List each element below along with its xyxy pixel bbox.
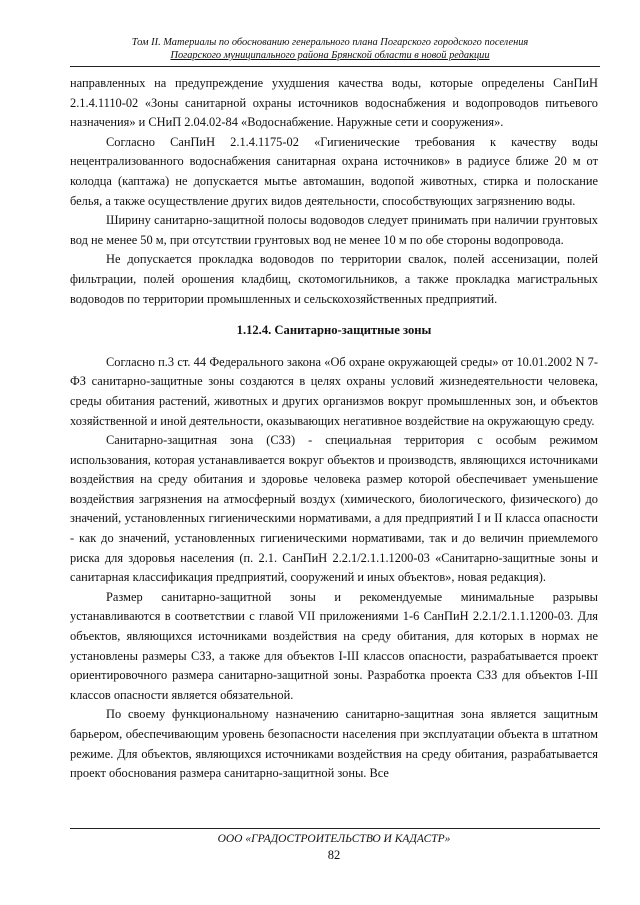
header-line-1: Том II. Материалы по обоснованию генерального плана Погарского городского поселения [131,37,529,48]
document-body [70,74,598,784]
paragraph: Согласно СанПиН 2.1.4.1175-02 «Гигиенические требования к качеству воды нецентрализованного водоснабжения санитарная охрана источников» в радиусе ближе 20 м от колодца (каптажа) не допускается мытье автомашин, водопой животных, стирка и полоскание белья, а также осуществление других видов деятельности, способствующих загрязнению воды. [70,134,598,208]
page-number: 82 [327,848,341,862]
paragraph: Согласно п.3 ст. 44 Федерального закона «Об охране окружающей среды» от 10.01.2002 N 7-ФЗ санитарно-защитные зоны создаются в целях охраны условий жизнедеятельности человека, среды обитания растений, животных и других организмов вокруг промышленных зон, и объектов хозяйственной и иной деятельности, оказывающих негативное воздействие на окружающую среду. [70,354,598,428]
paragraph: Размер санитарно-защитной зоны и рекомендуемые минимальные разрывы устанавливаются в соответствии с главой VII приложениями 1-6 СанПиН 2.2.1/2.1.1.1200-03. Для объектов, являющихся источниками воздействия на среду обитания, для которых в нормах не установлены размеры СЗЗ, а также для объектов I-III классов опасности, разрабатывается проект ориентировочного размера санитарно-защитной зоны. Разработка проекта СЗЗ для объектов I-III классов опасности является обязательной. [70,589,598,702]
header-line-2: Погарского муниципального района Брянской области в новой редакции [170,50,490,61]
paragraph: Не допускается прокладка водоводов по территории свалок, полей ассенизации, полей фильтрации, полей орошения кладбищ, скотомогильников, а также прокладка магистральных водоводов по территории промышленных и сельскохозяйственных предприятий. [70,252,598,306]
section-heading: 1.12.4. Санитарно-защитные зоны [236,323,432,338]
paragraph: Санитарно-защитная зона (СЗЗ) - специальная территория с особым режимом использования, которая устанавливается вокруг объектов и производств, являющихся источниками воздействия на среду обитания и здоровье человека размер которой обеспечивает уменьшение воздействия загрязнения на атмосферный воздух (химического, биологического, физического) до значений, установленных гигиеническими нормативами, а для предприятий I и II класса опасности - как до значений, установленных гигиеническими нормативами, так и до величин приемлемого риска для здоровья населения (п. 2.1. СанПиН 2.2.1/2.1.1.1200-03 «Санитарно-защитные зоны и санитарная классификация предприятий, сооружений и иных объектов», новая редакция). [70,433,598,585]
paragraph: направленных на предупреждение ухудшения качества воды, которые определены СанПиН 2.1.4.1110-02 «Зоны санитарной охраны источников водоснабжения и водопроводов питьевого назначения» и СНиП 2.04.02-84 «Водоснабжение. Наружные сети и сооружения». [70,76,598,130]
footer-divider [70,828,600,829]
running-header [70,36,590,62]
paragraph: Ширину санитарно-защитной полосы водоводов следует принимать при наличии грунтовых вод не менее 50 м, при отсутствии грунтовых вод не менее 10 м по обе стороны водопровода. [70,213,598,247]
paragraph: По своему функциональному назначению санитарно-защитная зона является защитным барьером, обеспечивающим уровень безопасности населения при эксплуатации объекта в штатном режиме. Для объектов, являющихся источниками воздействия на среду обитания, разрабатывается проект обоснования размера санитарно-защитной зоны. Все [70,707,598,781]
footer-company: ООО «ГРАДОСТРОИТЕЛЬСТВО И КАДАСТР» [217,833,451,845]
header-divider [70,66,600,67]
